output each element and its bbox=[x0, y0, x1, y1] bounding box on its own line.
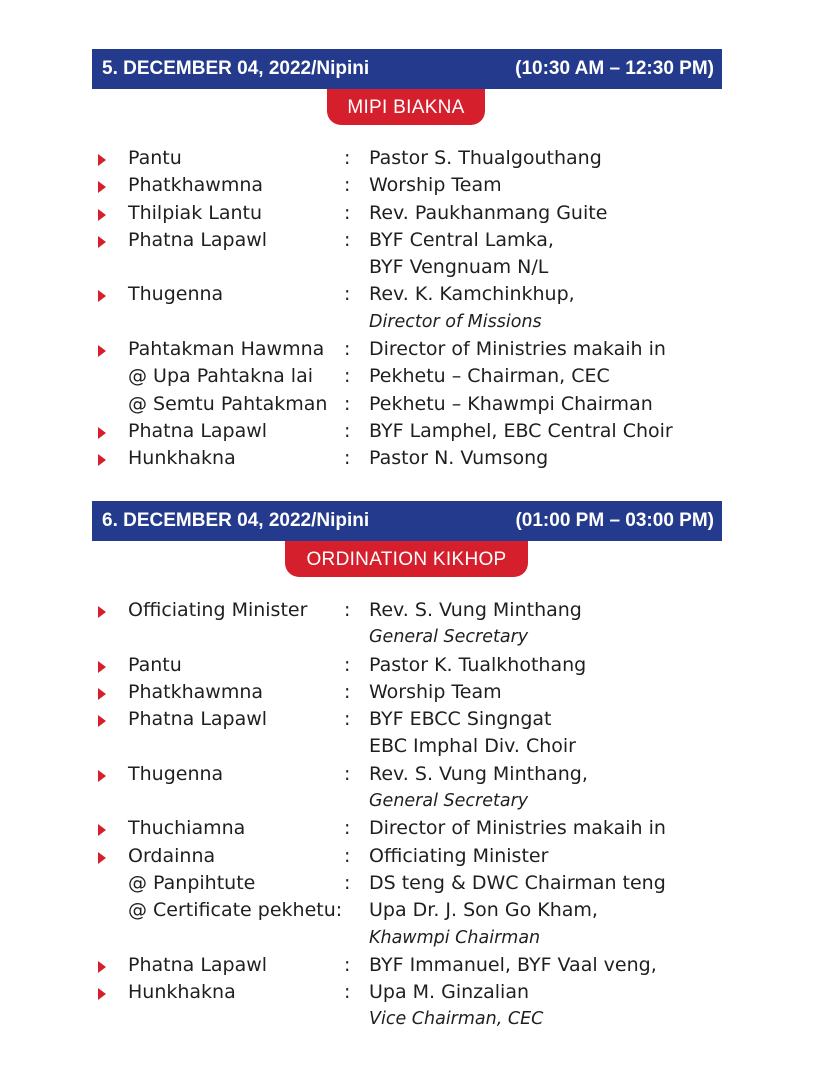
program-item-label: Thugenna bbox=[128, 283, 224, 306]
bullet-arrow-icon bbox=[98, 824, 106, 836]
colon-separator: : bbox=[344, 147, 351, 169]
bullet-arrow-icon bbox=[98, 290, 106, 302]
program-row bbox=[0, 145, 814, 172]
section-title-pill: MIPI BIAKNA bbox=[327, 89, 485, 125]
program-item-label: Hunkhakna bbox=[128, 447, 236, 470]
program-item-label: @ Semtu Pahtakman bbox=[128, 392, 328, 415]
program-row bbox=[0, 1006, 814, 1033]
program-row bbox=[0, 815, 814, 842]
program-row bbox=[0, 254, 814, 281]
program-row bbox=[0, 597, 814, 624]
colon-separator: : bbox=[344, 653, 351, 676]
colon-separator: : bbox=[344, 844, 351, 867]
program-item-value: Director of Ministries makaih in bbox=[369, 338, 666, 361]
program-item-value: BYF Vengnuam N/L bbox=[369, 256, 549, 279]
colon-separator: : bbox=[344, 228, 351, 251]
colon-separator: : bbox=[344, 174, 351, 197]
program-item-subtitle: General Secretary bbox=[369, 627, 529, 648]
program-item-subtitle: Director of Missions bbox=[369, 311, 542, 332]
program-item-label: Phatna Lapawl bbox=[128, 953, 268, 976]
section-title-pill: ORDINATION KIKHOP bbox=[285, 541, 528, 577]
program-item-value: Pekhetu – Chairman, CEC bbox=[369, 365, 610, 388]
bullet-arrow-icon bbox=[98, 345, 106, 357]
program-row bbox=[0, 624, 814, 651]
colon-separator: : bbox=[344, 981, 351, 1004]
colon-separator: : bbox=[344, 283, 351, 306]
program-row bbox=[0, 227, 814, 254]
section-date-title: 6. DECEMBER 04, 2022/Nipini bbox=[102, 510, 370, 531]
colon-separator: : bbox=[344, 338, 351, 361]
colon-separator: : bbox=[344, 953, 351, 976]
program-row bbox=[0, 172, 814, 199]
section-date-title: 5. DECEMBER 04, 2022/Nipini bbox=[102, 58, 370, 79]
program-item-value: DS teng & DWC Chairman teng bbox=[369, 871, 666, 894]
program-row bbox=[0, 391, 814, 418]
program-item-value: Pastor S. Thualgouthang bbox=[369, 147, 602, 169]
colon-separator: : bbox=[344, 419, 351, 442]
program-item-value: BYF Lamphel, EBC Central Choir bbox=[369, 419, 673, 442]
program-row bbox=[0, 281, 814, 308]
program-item-label: Pantu bbox=[128, 653, 182, 676]
program-row bbox=[0, 761, 814, 788]
program-item-value: Pastor N. Vumsong bbox=[369, 447, 549, 470]
program-item-value: Rev. Paukhanmang Guite bbox=[369, 201, 608, 224]
bullet-arrow-icon bbox=[98, 988, 106, 1000]
program-row bbox=[0, 363, 814, 390]
bullet-arrow-icon bbox=[98, 236, 106, 248]
program-row bbox=[0, 706, 814, 733]
program-row bbox=[0, 733, 814, 760]
program-item-label: Thilpiak Lantu bbox=[128, 201, 262, 224]
bullet-arrow-icon bbox=[98, 961, 106, 973]
program-item-label: Phatkhawmna bbox=[128, 680, 264, 703]
program-row bbox=[0, 870, 814, 897]
program-item-label: Thugenna bbox=[128, 762, 224, 785]
program-row bbox=[0, 843, 814, 870]
program-item-label: @ Certificate pekhetu: bbox=[128, 899, 343, 922]
program-item-value: Upa M. Ginzalian bbox=[369, 981, 530, 1004]
program-item-value: Officiating Minister bbox=[369, 844, 549, 867]
program-item-value: EBC Imphal Div. Choir bbox=[369, 735, 576, 758]
program-row bbox=[0, 897, 814, 924]
program-list bbox=[0, 145, 814, 473]
colon-separator: : bbox=[344, 708, 351, 731]
colon-separator: : bbox=[344, 201, 351, 224]
colon-separator: : bbox=[344, 599, 351, 621]
bullet-arrow-icon bbox=[98, 181, 106, 193]
section-header-bar bbox=[92, 49, 722, 89]
program-item-label: Pahtakman Hawmna bbox=[128, 338, 325, 361]
program-list bbox=[0, 597, 814, 1034]
colon-separator: : bbox=[344, 447, 351, 470]
program-item-value: Rev. S. Vung Minthang, bbox=[369, 762, 588, 785]
program-item-value: Rev. S. Vung Minthang bbox=[369, 599, 582, 621]
program-item-value: Upa Dr. J. Son Go Kham, bbox=[369, 899, 598, 922]
bullet-arrow-icon bbox=[98, 606, 106, 618]
program-row bbox=[0, 925, 814, 952]
colon-separator: : bbox=[344, 871, 351, 894]
program-row bbox=[0, 979, 814, 1006]
program-item-value: Worship Team bbox=[369, 174, 502, 197]
program-item-label: Phatna Lapawl bbox=[128, 708, 268, 731]
program-item-label: Pantu bbox=[128, 147, 182, 169]
program-row bbox=[0, 418, 814, 445]
program-item-label: Phatna Lapawl bbox=[128, 228, 268, 251]
program-item-subtitle: Khawmpi Chairman bbox=[369, 927, 541, 948]
program-item-label: Phatna Lapawl bbox=[128, 419, 268, 442]
section-time-range: (10:30 AM – 12:30 PM) bbox=[515, 58, 714, 79]
bullet-arrow-icon bbox=[98, 661, 106, 673]
program-item-label: Thuchiamna bbox=[128, 817, 246, 840]
bullet-arrow-icon bbox=[98, 852, 106, 864]
program-item-label: Hunkhakna bbox=[128, 981, 236, 1004]
bullet-arrow-icon bbox=[98, 427, 106, 439]
section-time-range: (01:00 PM – 03:00 PM) bbox=[515, 510, 714, 531]
colon-separator: : bbox=[344, 817, 351, 840]
bullet-arrow-icon bbox=[98, 688, 106, 700]
program-item-value: Director of Ministries makaih in bbox=[369, 817, 666, 840]
program-item-value: Pastor K. Tualkhothang bbox=[369, 653, 587, 676]
bullet-arrow-icon bbox=[98, 715, 106, 727]
program-row bbox=[0, 309, 814, 336]
program-row bbox=[0, 336, 814, 363]
colon-separator: : bbox=[344, 392, 351, 415]
program-row bbox=[0, 952, 814, 979]
program-item-label: Ordainna bbox=[128, 844, 216, 867]
program-row bbox=[0, 445, 814, 472]
bullet-arrow-icon bbox=[98, 770, 106, 782]
program-row bbox=[0, 652, 814, 679]
program-item-subtitle: General Secretary bbox=[369, 791, 529, 812]
program-row bbox=[0, 679, 814, 706]
program-item-value: BYF EBCC Singngat bbox=[369, 708, 552, 731]
program-row bbox=[0, 788, 814, 815]
program-row bbox=[0, 200, 814, 227]
program-item-label: Phatkhawmna bbox=[128, 174, 264, 197]
section-header-bar bbox=[92, 501, 722, 541]
program-item-label: @ Upa Pahtakna lai bbox=[128, 365, 313, 388]
colon-separator: : bbox=[344, 680, 351, 703]
colon-separator: : bbox=[344, 365, 351, 388]
program-item-value: Rev. K. Kamchinkhup, bbox=[369, 283, 575, 306]
program-item-subtitle: Vice Chairman, CEC bbox=[369, 1009, 544, 1030]
program-item-label: Officiating Minister bbox=[128, 599, 308, 621]
program-item-value: Worship Team bbox=[369, 680, 502, 703]
program-item-label: @ Panpihtute bbox=[128, 871, 256, 894]
bullet-arrow-icon bbox=[98, 154, 106, 166]
bullet-arrow-icon bbox=[98, 209, 106, 221]
colon-separator: : bbox=[344, 762, 351, 785]
program-item-value: BYF Immanuel, BYF Vaal veng, bbox=[369, 953, 657, 976]
bullet-arrow-icon bbox=[98, 454, 106, 466]
program-item-value: Pekhetu – Khawmpi Chairman bbox=[369, 392, 653, 415]
program-item-value: BYF Central Lamka, bbox=[369, 228, 554, 251]
